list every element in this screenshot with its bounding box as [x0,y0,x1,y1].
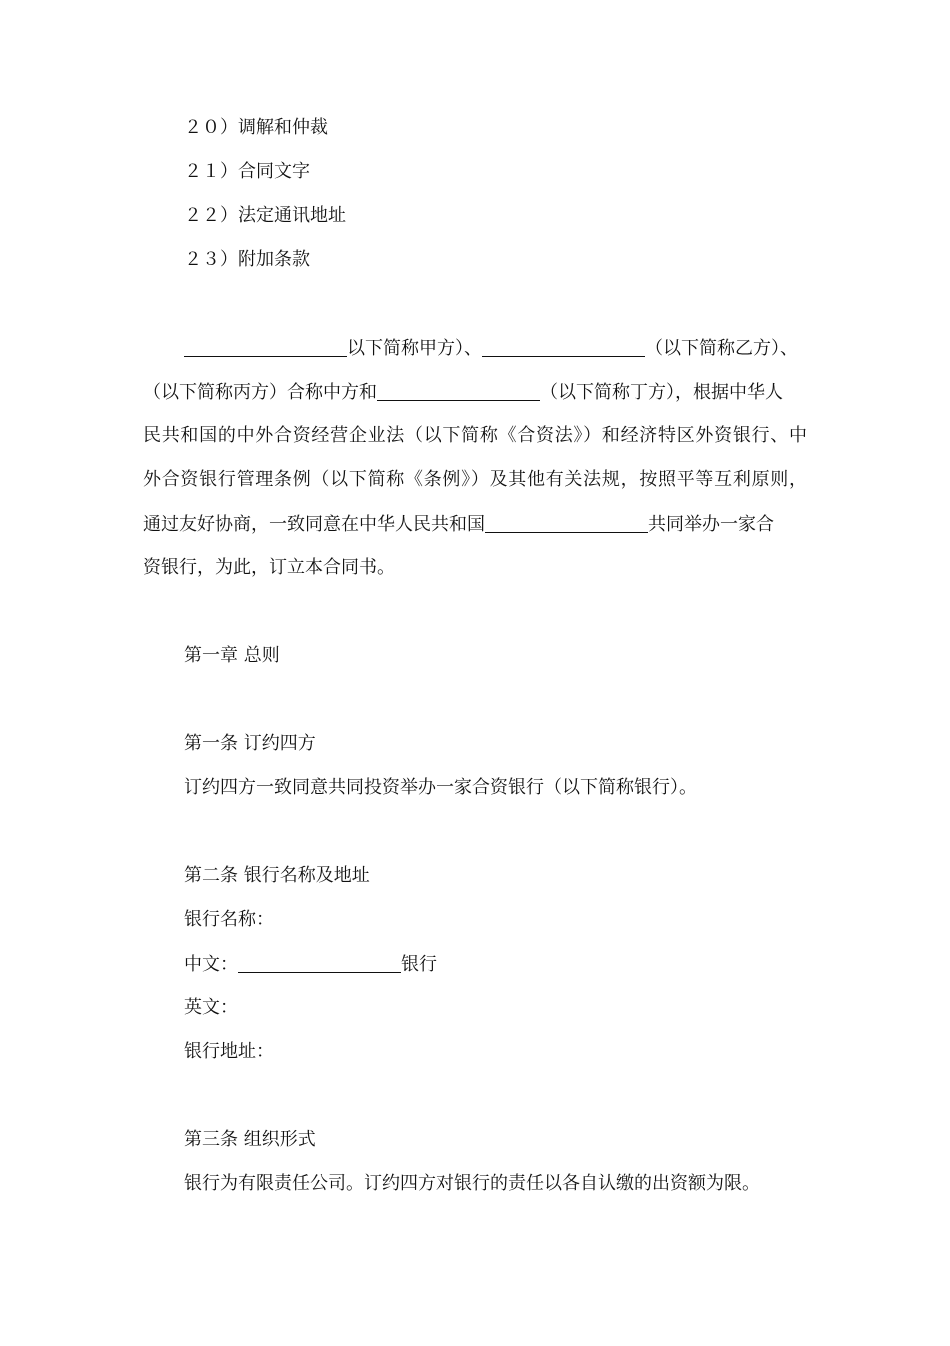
preamble-text: （以下简称丙方）合称中方和 [143,382,377,403]
preamble-line-5 [143,512,774,537]
preamble-line-1 [184,336,798,361]
preamble-line-3 [143,424,807,448]
bank-address-label: 银行地址： [184,1041,274,1062]
english-name-label: 英文： [184,997,238,1018]
preamble-text: 以下简称甲方）、 [347,338,482,359]
preamble-line-2 [143,380,783,405]
chinese-suffix: 银行 [401,954,437,975]
article-3-title: 第三条 组织形式 [184,1129,316,1150]
article-1-text: 订约四方一致同意共同投资举办一家合资银行（以下简称银行）。 [184,777,697,798]
toc-item-20: ２０）调解和仲裁 [184,117,328,138]
blank-chinese-name [238,952,401,973]
toc-item-21: ２１）合同文字 [184,161,310,182]
preamble-text: 通过友好协商，一致同意在中华人民共和国 [143,514,485,535]
preamble-text: （以下简称丁方），根据中华人 [540,382,783,403]
preamble-text: 民共和国的中外合资经营企业法（以下简称《合资法》）和经济特区外资银行、中 [143,425,807,446]
blank-party-b [482,336,645,357]
blank-location [485,512,648,533]
chinese-name-line [184,952,437,977]
article-3-text: 银行为有限责任公司。订约四方对银行的责任以各自认缴的出资额为限。 [184,1173,760,1194]
chinese-label: 中文： [184,954,238,975]
preamble-text: （以下简称乙方）、 [645,338,798,359]
preamble-line-6: 资银行，为此，订立本合同书。 [143,557,395,578]
chapter-title: 第一章 总则 [184,645,280,666]
article-1-title: 第一条 订约四方 [184,733,316,754]
bank-name-label: 银行名称： [184,909,274,930]
preamble-line-4 [143,468,807,492]
blank-party-d [377,380,540,401]
blank-party-a [184,336,347,357]
preamble-text: 共同举办一家合 [648,514,774,535]
toc-item-22: ２２）法定通讯地址 [184,205,346,226]
preamble-text: 外合资银行管理条例（以下简称《条例》）及其他有关法规，按照平等互利原则， [143,469,807,490]
toc-item-23: ２３）附加条款 [184,249,310,270]
article-2-title: 第二条 银行名称及地址 [184,865,370,886]
